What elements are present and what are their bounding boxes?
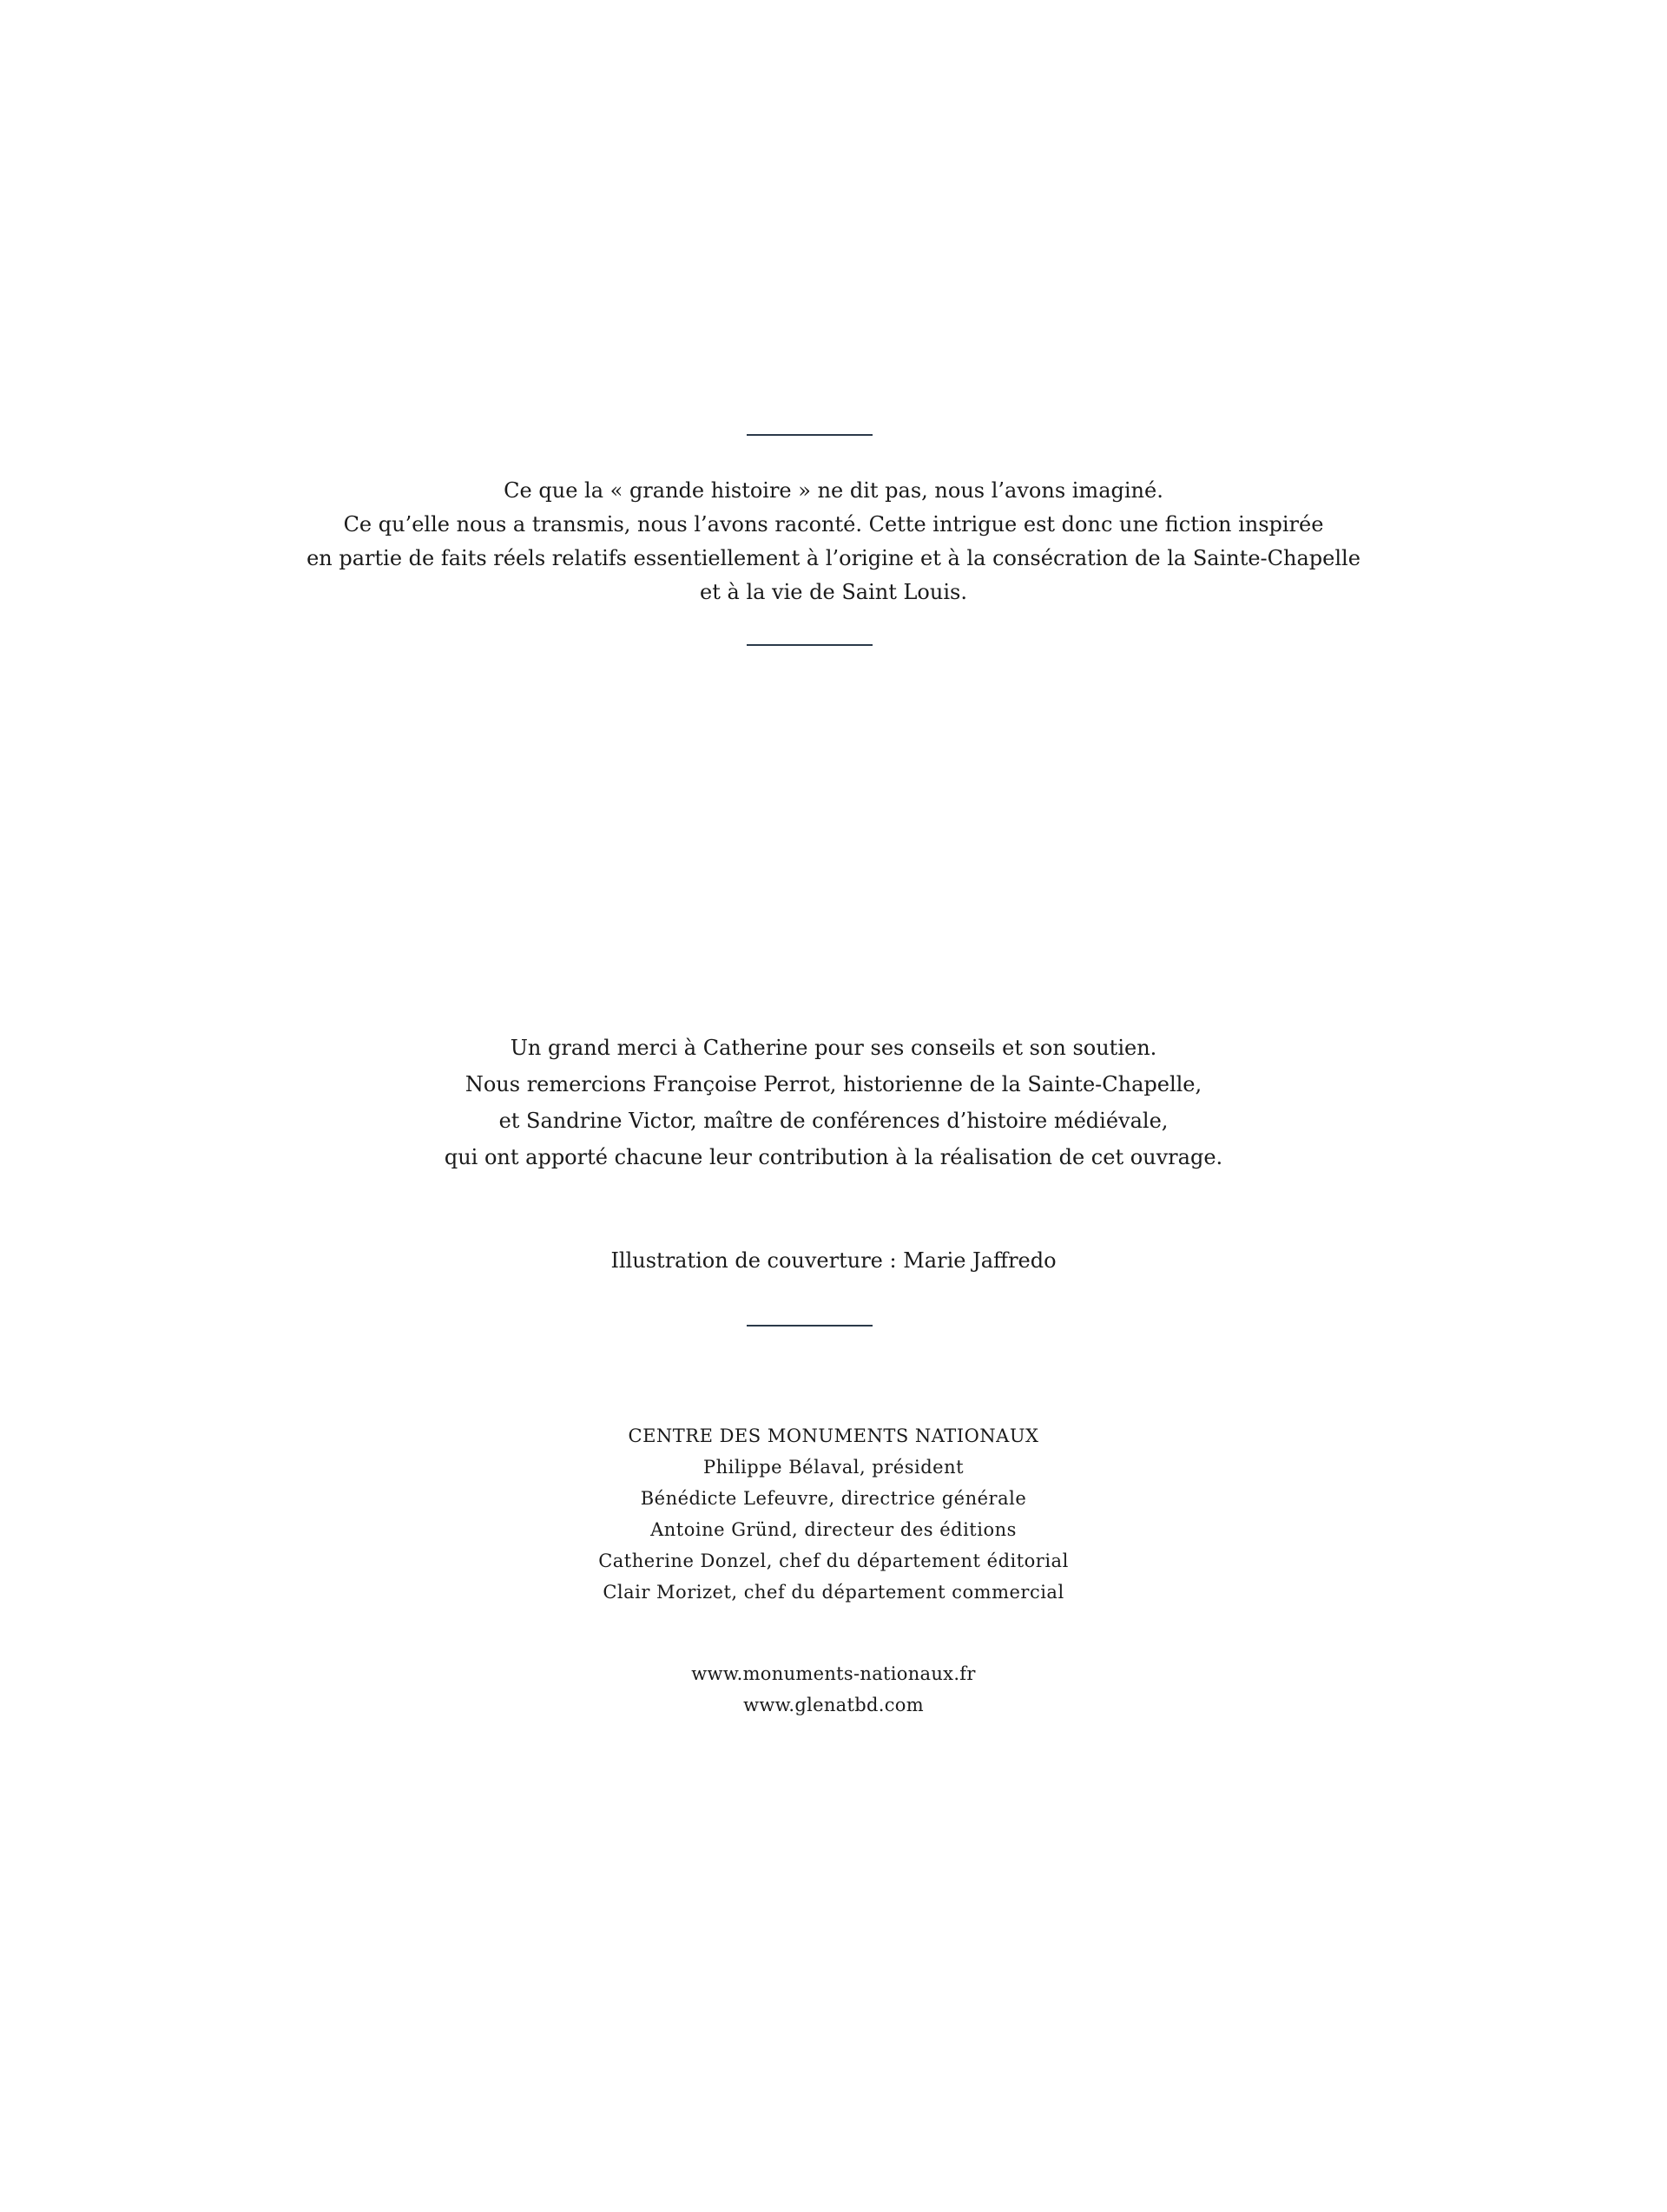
divider-rule-bottom — [747, 1325, 873, 1327]
cover-illustration-credit — [0, 1243, 1667, 1278]
divider-rule-top — [747, 434, 873, 436]
cover-credit-text: Illustration de couverture : Marie Jaffredo — [610, 1248, 1057, 1273]
staff-line: Bénédicte Lefeuvre, directrice générale — [640, 1488, 1027, 1509]
staff-line: Catherine Donzel, chef du département éditorial — [598, 1550, 1069, 1571]
divider-rule-middle — [747, 644, 873, 646]
publisher-credits — [0, 1420, 1667, 1608]
disclaimer-line: en partie de faits réels relatifs essentiellement à l’origine et à la consécration de la Sainte-Chapelle — [306, 546, 1361, 570]
disclaimer-line: et à la vie de Saint Louis. — [700, 580, 967, 604]
publisher-name: CENTRE DES MONUMENTS NATIONAUX — [628, 1425, 1039, 1446]
staff-line: Antoine Gründ, directeur des éditions — [650, 1519, 1017, 1540]
disclaimer-line: Ce qu’elle nous a transmis, nous l’avons raconté. Cette intrigue est donc une fiction inspirée — [343, 512, 1324, 537]
website-url: www.monuments-nationaux.fr — [691, 1663, 976, 1684]
staff-line: Clair Morizet, chef du département commercial — [603, 1582, 1064, 1603]
website-url: www.glenatbd.com — [743, 1695, 924, 1715]
acknowledgements — [0, 1030, 1667, 1175]
website-list — [0, 1658, 1667, 1721]
acknowledgement-line: Un grand merci à Catherine pour ses conseils et son soutien. — [510, 1036, 1157, 1060]
acknowledgement-line: et Sandrine Victor, maître de conférences d’histoire médiévale, — [498, 1109, 1169, 1133]
acknowledgement-line: Nous remercions Françoise Perrot, historienne de la Sainte-Chapelle, — [465, 1072, 1202, 1096]
disclaimer-line: Ce que la « grande histoire » ne dit pas, nous l’avons imaginé. — [504, 478, 1163, 503]
staff-line: Philippe Bélaval, président — [702, 1457, 965, 1478]
fiction-disclaimer — [0, 474, 1667, 609]
acknowledgement-line: qui ont apporté chacune leur contribution à la réalisation de cet ouvrage. — [444, 1145, 1223, 1169]
